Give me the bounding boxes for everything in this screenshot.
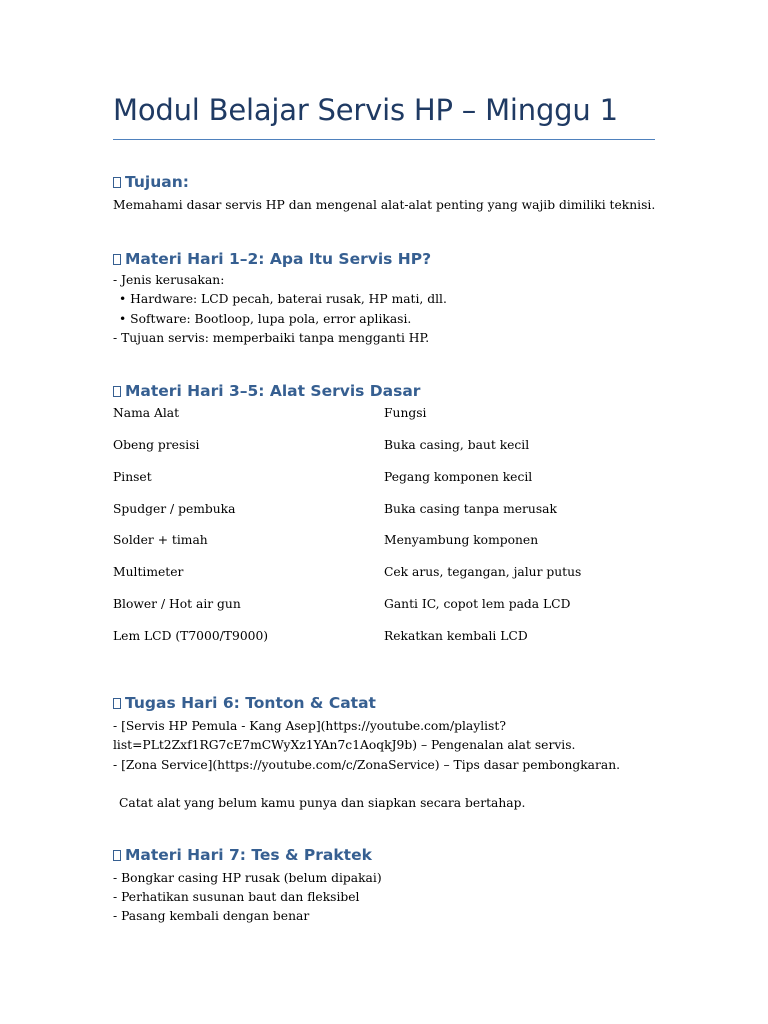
list-item: • Software: Bootloop, lupa pola, error aplikasi. xyxy=(119,312,412,326)
list-item: - Jenis kerusakan: xyxy=(113,273,225,287)
missing-glyph-icon xyxy=(113,177,121,188)
table-cell: Pegang komponen kecil xyxy=(384,470,533,484)
note-text: Catat alat yang belum kamu punya dan siapkan secara bertahap. xyxy=(119,796,526,810)
tujuan-text: Memahami dasar servis HP dan mengenal alat-alat penting yang wajib dimiliki teknisi. xyxy=(113,198,656,212)
table-cell: Rekatkan kembali LCD xyxy=(384,629,528,643)
list-item: - [Zona Service](https://youtube.com/c/ZonaService) – Tips dasar pembongkaran. xyxy=(113,758,621,772)
table-cell: Menyambung komponen xyxy=(384,533,539,547)
heading-hari-6 xyxy=(113,694,376,712)
heading-hari-1-2-label: Materi Hari 1–2: Apa Itu Servis HP? xyxy=(125,250,432,268)
table-cell: Buka casing tanpa merusak xyxy=(384,502,557,516)
list-item: list=PLt2Zxf1RG7cE7mCWyXz1YAn7c1AoqkJ9b) – Pengenalan alat servis. xyxy=(113,738,576,752)
heading-hari-3-5-label: Materi Hari 3–5: Alat Servis Dasar xyxy=(125,382,421,400)
table-cell: Multimeter xyxy=(113,565,184,579)
list-item: - Perhatikan susunan baut dan fleksibel xyxy=(113,890,360,904)
heading-hari-7 xyxy=(113,846,372,864)
table-cell: Pinset xyxy=(113,470,152,484)
list-item: - [Servis HP Pemula - Kang Asep](https://youtube.com/playlist? xyxy=(113,719,506,733)
list-item: - Pasang kembali dengan benar xyxy=(113,909,310,923)
table-header-fungsi: Fungsi xyxy=(384,406,427,420)
heading-hari-1-2 xyxy=(113,250,431,268)
page-title: Modul Belajar Servis HP – Minggu 1 xyxy=(113,93,618,127)
list-item: - Tujuan servis: memperbaiki tanpa mengganti HP. xyxy=(113,331,430,345)
heading-hari-3-5 xyxy=(113,382,420,400)
table-cell: Cek arus, tegangan, jalur putus xyxy=(384,565,582,579)
missing-glyph-icon xyxy=(113,386,121,397)
missing-glyph-icon xyxy=(113,254,121,265)
title-underline xyxy=(113,139,655,140)
table-cell: Spudger / pembuka xyxy=(113,502,236,516)
table-cell: Ganti IC, copot lem pada LCD xyxy=(384,597,571,611)
list-item: - Bongkar casing HP rusak (belum dipakai) xyxy=(113,871,382,885)
heading-tujuan-label: Tujuan: xyxy=(125,173,189,191)
table-cell: Buka casing, baut kecil xyxy=(384,438,530,452)
heading-tujuan xyxy=(113,173,189,191)
heading-hari-7-label: Materi Hari 7: Tes & Praktek xyxy=(125,846,372,864)
heading-hari-6-label: Tugas Hari 6: Tonton & Catat xyxy=(125,694,376,712)
table-cell: Obeng presisi xyxy=(113,438,200,452)
table-cell: Solder + timah xyxy=(113,533,208,547)
missing-glyph-icon xyxy=(113,698,121,709)
table-cell: Lem LCD (T7000/T9000) xyxy=(113,629,269,643)
list-item: • Hardware: LCD pecah, baterai rusak, HP mati, dll. xyxy=(119,292,447,306)
table-cell: Blower / Hot air gun xyxy=(113,597,241,611)
missing-glyph-icon xyxy=(113,850,121,861)
table-header-nama-alat: Nama Alat xyxy=(113,406,180,420)
